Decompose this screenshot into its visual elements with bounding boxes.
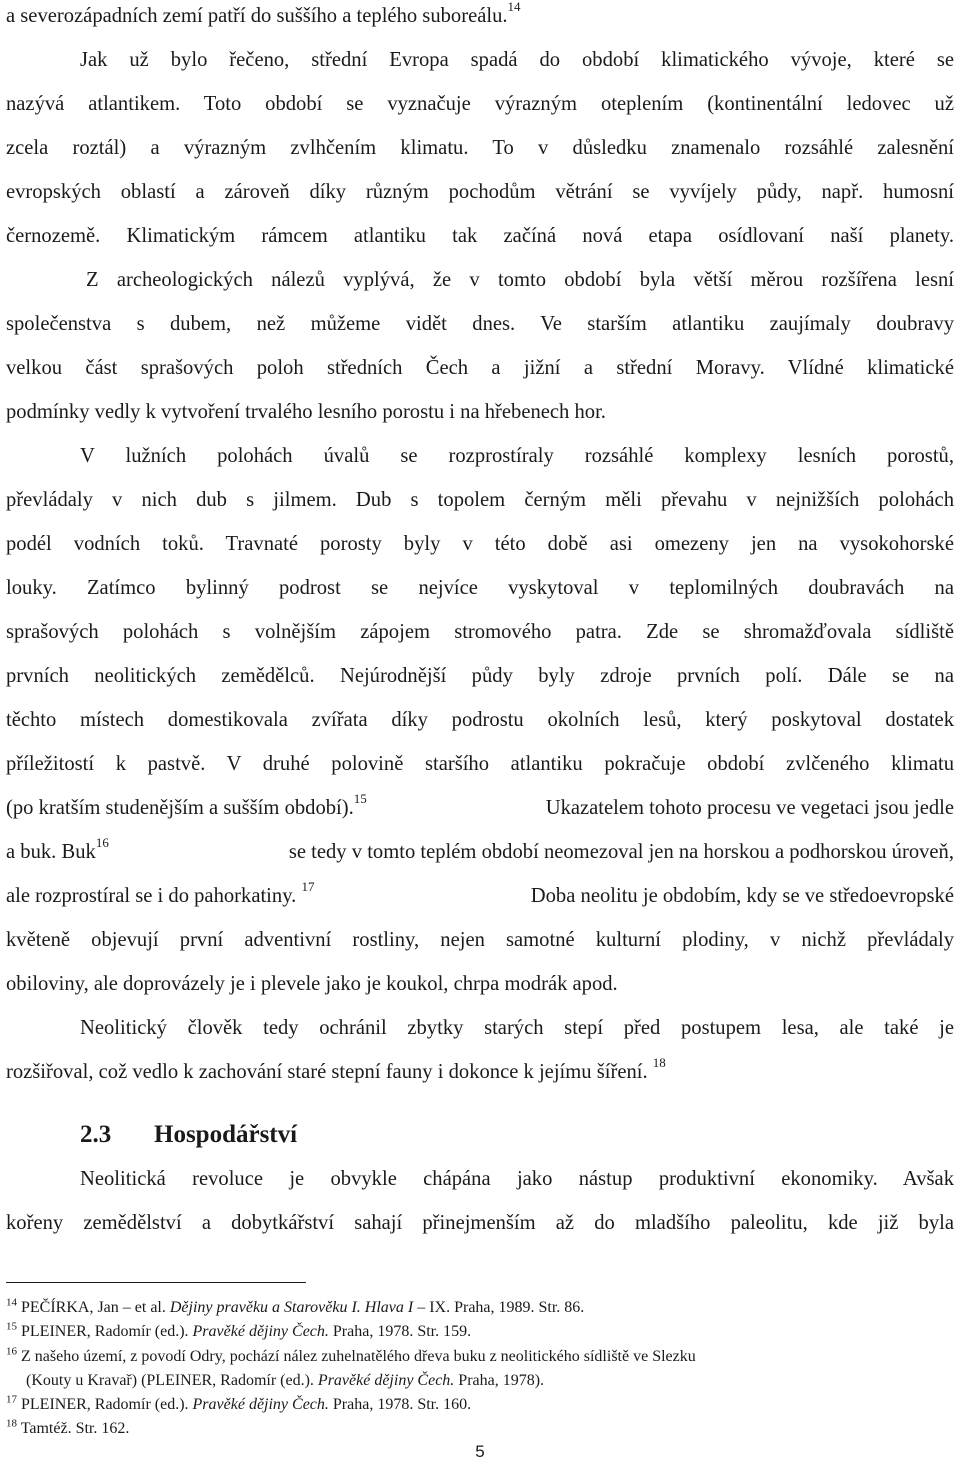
body-line: evropských oblastí a zároveň díky různým pochodům větrání se vyvíjely půdy, např. humosní — [6, 181, 954, 203]
footnote: $^{14}$ PEČÍRKA, Jan – et al. Dějiny pravěku a Starověku I. Hlava I – IX. Praha, 1989. Str. 86. — [6, 1296, 585, 1316]
body-line: louky. Zatímco bylinný podrost se nejvíce vyskytoval v teplomilných doubravách na — [6, 577, 954, 599]
body-line: těchto místech domestikovala zvířata díky podrostu okolních lesů, který poskytoval dostatek — [6, 709, 954, 731]
footnote-ref[interactable]: 16 — [95, 835, 109, 851]
footnote-ref[interactable]: 17 — [301, 879, 315, 895]
body-line: V lužních polohách úvalů se rozprostíraly rozsáhlé komplexy lesních porostů, — [80, 445, 954, 467]
footnote-ref[interactable]: 15 — [353, 791, 367, 807]
body-line: rozšiřoval, což vedlo k zachování staré stepní fauny i dokonce k jejímu šíření. $^{18}$ — [6, 1055, 666, 1083]
body-line: černozemě. Klimatickým rámcem atlantiku tak začíná nová etapa osídlovaní naší planety. — [6, 225, 954, 247]
body-line: Neolitický člověk tedy ochránil zbytky starých stepí před postupem lesa, ale také je — [80, 1017, 954, 1039]
body-line: převládaly v nich dub s jilmem. Dub s topolem černým měli převahu v nejnižších polohách — [6, 489, 954, 511]
body-line: (po kratším studenějším a sušším období).$^{15}$ Ukazatelem tohoto procesu ve vegetaci jsou jedle — [6, 791, 954, 819]
body-line: ale rozprostíral se i do pahorkatiny. $^{17}$ Doba neolitu je obdobím, kdy se ve středoevropské — [6, 879, 954, 907]
section-number: 2.3 — [80, 1121, 112, 1148]
footnote: $^{17}$ PLEINER, Radomír (ed.). Pravěké dějiny Čech. Praha, 1978. Str. 160. — [6, 1393, 472, 1413]
footnote: $^{15}$ PLEINER, Radomír (ed.). Pravěké dějiny Čech. Praha, 1978. Str. 159. — [6, 1320, 472, 1340]
body-line: velkou část sprašových poloh středních Čech a jižní a střední Moravy. Vlídné klimatické — [6, 357, 954, 379]
body-line: a severozápadních zemí patří do suššího a teplého suboreálu.$^{14}$ — [6, 0, 521, 27]
footnote: $^{16}$ Z našeho území, z povodí Odry, pochází nález zuhelnatělého dřeva buku z neolitického sídliště ve Slezku — [6, 1345, 696, 1365]
section-heading — [80, 1118, 297, 1152]
body-line: příležitostí k pastvě. V druhé polovině staršího atlantiku pokračuje období zvlčeného klimatu — [6, 753, 954, 775]
page-number: 5 — [475, 1442, 485, 1461]
body-line: prvních neolitických zemědělců. Nejúrodnější půdy byly zdroje prvních polí. Dále se na — [6, 665, 954, 687]
footnote-ref[interactable]: 14 — [507, 0, 521, 15]
body-line: společenstva s dubem, než můžeme vidět dnes. Ve starším atlantiku zaujímaly doubravy — [6, 313, 954, 335]
body-line: obiloviny, ale doprovázely je i plevele jako je koukol, chrpa modrák apod. — [6, 973, 618, 995]
body-line: zcela roztál) a výrazným zvlhčením klimatu. To v důsledku znamenalo rozsáhlé zalesnění — [6, 137, 954, 159]
body-line: Neolitická revoluce je obvykle chápána jako nástup produktivní ekonomiky. Avšak — [80, 1168, 954, 1190]
body-line: Jak už bylo řečeno, střední Evropa spadá do období klimatického vývoje, které se — [80, 49, 954, 71]
body-line: nazývá atlantikem. Toto období se vyznačuje výrazným oteplením (kontinentální ledovec už — [6, 93, 954, 115]
body-line: sprašových polohách s volnějším zápojem stromového patra. Zde se shromažďovala sídliště — [6, 621, 954, 643]
footnote-separator — [6, 1282, 306, 1283]
section-title: Hospodářství — [154, 1121, 298, 1148]
body-line: podél vodních toků. Travnaté porosty byly v této době asi omezeny jen na vysokohorské — [6, 533, 954, 555]
body-line: a buk. Buk$^{16}$ se tedy v tomto teplém období neomezoval jen na horskou a podhorskou úroveň, — [6, 835, 954, 863]
footnote: (Kouty u Kravař) (PLEINER, Radomír (ed.). Pravěké dějiny Čech. Praha, 1978). — [26, 1372, 545, 1389]
body-line: kořeny zemědělství a dobytkářství sahají přinejmenším až do mladšího paleolitu, kde již byla — [6, 1212, 954, 1234]
footnote-ref[interactable]: 18 — [652, 1055, 666, 1071]
body-line: podmínky vedly k vytvoření trvalého lesního porostu i na hřebenech hor. — [6, 401, 606, 423]
body-line: Z archeologických nálezů vyplývá, že v tomto období byla větší měrou rozšířena lesní — [86, 269, 954, 291]
footnote: $^{18}$ Tamtéž. Str. 162. — [6, 1417, 130, 1437]
body-line: květeně objevují první adventivní rostliny, nejen samotné kulturní plodiny, v nichž převládaly — [6, 929, 954, 951]
